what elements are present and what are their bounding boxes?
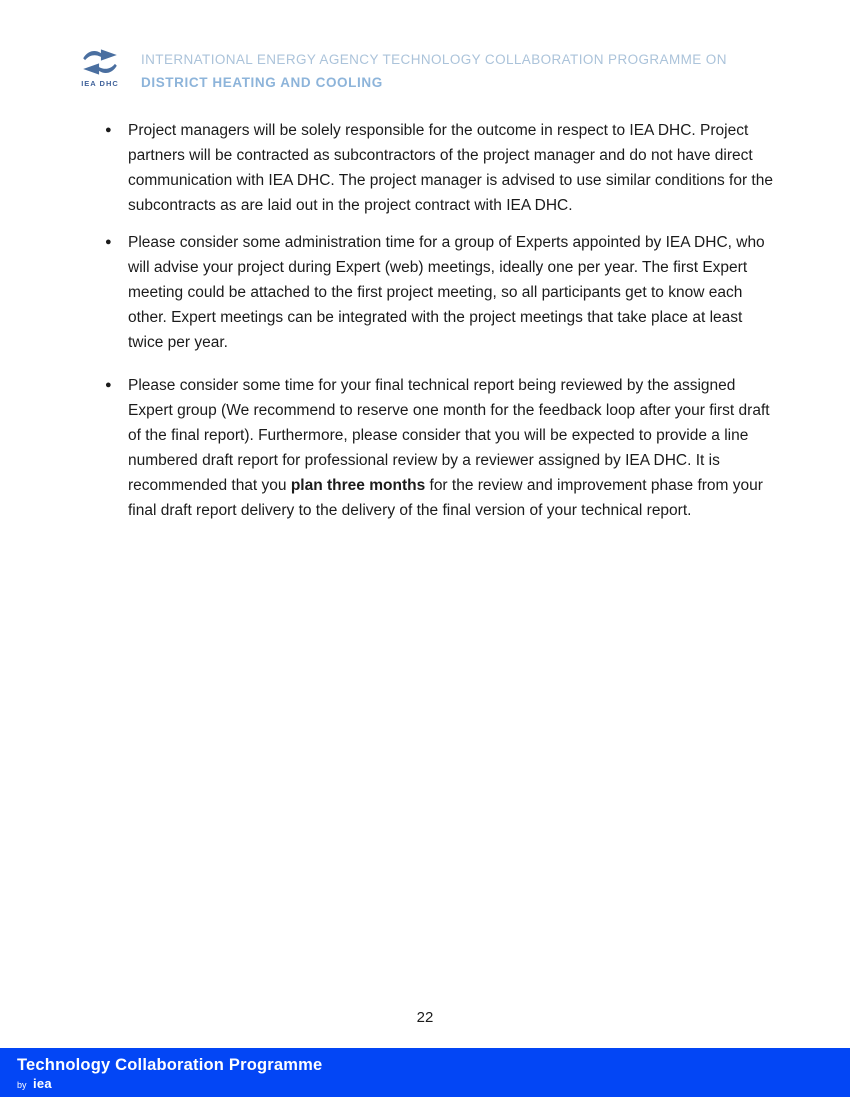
bullet-icon: ● [105, 124, 112, 136]
header-title-line1: INTERNATIONAL ENERGY AGENCY TECHNOLOGY COLLABORATION PROGRAMME ON [141, 52, 727, 67]
footer-title: Technology Collaboration Programme [17, 1056, 323, 1074]
bullet-text: Project managers will be solely responsible for the outcome in respect to IEA DHC. Project partners will be contracted as subcontractors of the project manager and do not have direct communication with IEA DHC. The project manager is advised to use similar conditions for the subcontracts as are laid out in the project contract with IEA DHC. [128, 122, 773, 214]
bullet-item [105, 118, 778, 218]
bullet-icon: ● [105, 379, 112, 391]
footer-bar [0, 1048, 850, 1097]
bullet-text: Please consider some administration time for a group of Experts appointed by IEA DHC, who will advise your project during Expert (web) meetings, ideally one per year. The first Expert meeting could be attached to the first project meeting, so all participants get to know each other. Expert meetings can be integrated with the project meetings that take place at least twice per year. [128, 234, 765, 351]
bullet-item [105, 373, 778, 523]
bullet-text-pre: Please consider some time for your final technical report being reviewed by the assigned Expert group (We recommend to reserve one month for the feedback loop after your first draft of the final report). Furthermore, please consider that you will be expected to provide a line numbered draft report for professional review by a reviewer assigned by IEA DHC. It is recommended that you [128, 377, 770, 494]
bullet-icon: ● [105, 236, 112, 248]
bullet-text-post: for the review and improvement phase from your final draft report delivery to the delivery of the final version of your technical report. [128, 477, 763, 519]
footer-by-text: by [17, 1080, 27, 1090]
page-header [80, 48, 727, 90]
iea-dhc-logo [80, 48, 120, 88]
header-titles [141, 48, 727, 90]
page-number: 22 [416, 1009, 434, 1026]
footer-byline [17, 1077, 850, 1092]
logo-label: IEA DHC [81, 79, 119, 88]
header-title-line2: DISTRICT HEATING AND COOLING [141, 75, 383, 90]
bullet-item [105, 230, 778, 355]
iea-brand-wordmark: iea [32, 1076, 52, 1091]
bullet-list [0, 118, 850, 523]
bullet-text-bold: plan three months [290, 477, 426, 494]
iea-dhc-wave-icon [80, 48, 120, 76]
